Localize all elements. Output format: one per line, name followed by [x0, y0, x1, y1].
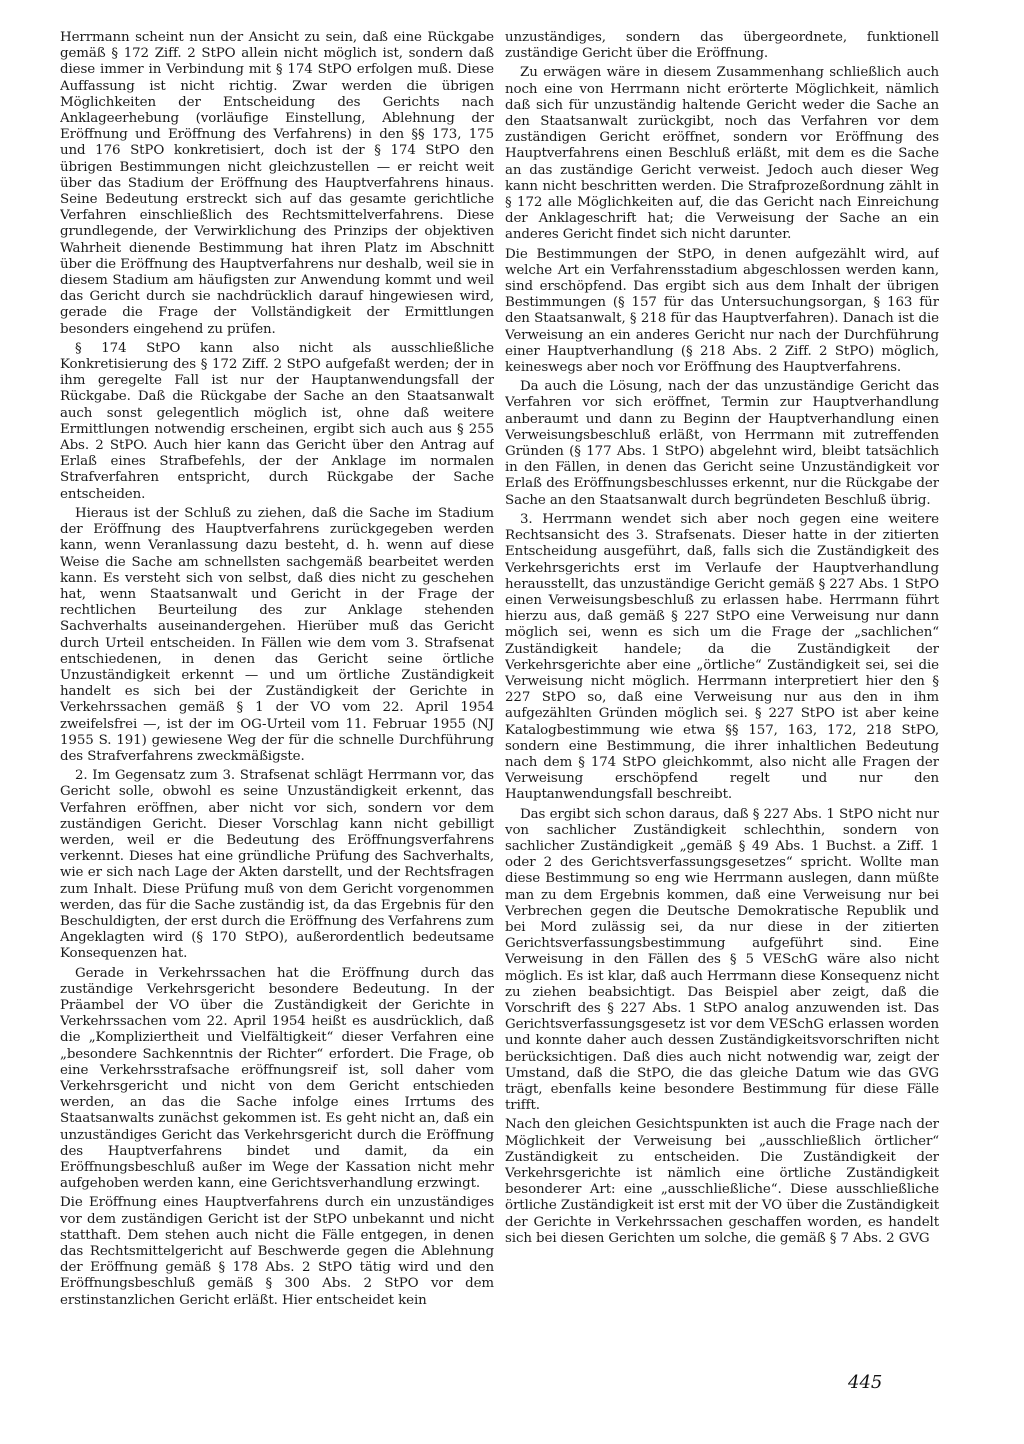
paragraph: Da auch die Lösung, nach der das unzuständige Gericht das Verfahren vor sich eröffnet, Termin zur Hauptverhandlung anberaumt und dann zu Beginn der Hauptverhandlung einen Verweisungsbeschluß erläßt, von Herrmann mit zutreffenden Gründen (§ 177 Abs. 1 StPO) abgelehnt wird, bleibt tatsächlich in den Fällen, in denen das Gericht seine Unzuständigkeit vor Erlaß des Eröffnungsbeschlusses erkennt, nur die Rückgabe der Sache an den Staatsanwalt durch begründeten Beschluß übrig. [505, 379, 939, 508]
page-number: 445 [848, 1372, 883, 1393]
left-column [60, 30, 494, 1360]
paragraph: 3. Herrmann wendet sich aber noch gegen eine weitere Rechtsansicht des 3. Strafsenats. Dieser hatte in der zitierten Entscheidung ausgeführt, daß, falls sich die Zuständigkeit des Verkehrsgerichts erst im Verlaufe der Hauptverhandlung herausstellt, das unzuständige Gericht gemäß § 227 Abs. 1 StPO einen Verweisungsbeschluß zu erlassen habe. Herrmann führt hierzu aus, daß gemäß § 227 StPO eine Verweisung nur dann möglich sei, wenn es sich um die Frage der „sachlichen“ Zuständigkeit handele; da die Zuständigkeit der Verkehrsgerichte aber eine „örtliche“ Zuständigkeit sei, sei die Verweisung nicht möglich. Herrmann interpretiert hier den § 227 StPO so, daß eine Verweisung nur aus den in ihm aufgezählten Gründen möglich sei. § 227 StPO ist aber keine Katalogbestimmung wie etwa §§ 157, 163, 172, 218 StPO, sondern eine Bestimmung, die ihrer inhaltlichen Bedeutung nach dem § 174 StPO gleichkommt, also nicht alle Fragen der Verweisung erschöpfend regelt und nur den Hauptanwendungsfall beschreibt. [505, 511, 939, 803]
paragraph: Gerade in Verkehrssachen hat die Eröffnung durch das zuständige Verkehrsgericht besondere Bedeutung. In der Präambel der VO über die Zuständigkeit der Gerichte in Verkehrssachen vom 22. April 1954 heißt es ausdrücklich, daß die „Kompliziertheit und Vielfältigkeit“ dieser Verfahren eine „besondere Sachkenntnis der Richter“ erfordert. Die Frage, ob eine Verkehrsstrafsache eröffnungsreif ist, soll daher vom Verkehrsgericht und nicht von dem Gericht entschieden werden, an das die Sache infolge eines Irrtums des Staatsanwalts zunächst gekommen ist. Es geht nicht an, daß ein unzuständiges Gericht das Verkehrsgericht durch die Eröffnung des Hauptverfahrens bindet und damit, da ein Eröffnungsbeschluß außer im Wege der Kassation nicht mehr aufgehoben werden kann, eine Gerichtsverhandlung erzwingt. [60, 965, 494, 1192]
paragraph: Die Bestimmungen der StPO, in denen aufgezählt wird, auf welche Art ein Verfahrensstadium abgeschlossen werden kann, sind erschöpfend. Das ergibt sich aus dem Inhalt der übrigen Bestimmungen (§ 157 für das Untersuchungsorgan, § 163 für den Staatsanwalt, § 218 für das Hauptverfahren). Danach ist die Verweisung an ein anderes Gericht nur nach der Durchführung einer Hauptverhandlung (§ 218 Abs. 2 Ziff. 2 StPO) möglich, keineswegs aber noch vor Eröffnung des Hauptverfahrens. [505, 246, 939, 376]
paragraph: Die Eröffnung eines Hauptverfahrens durch ein unzuständiges vor dem zuständigen Gericht ist der StPO unbekannt und nicht statthaft. Dem stehen auch nicht die Fälle entgegen, in denen das Rechtsmittelgericht auf Beschwerde gegen die Ablehnung der Eröffnung gemäß § 178 Abs. 2 StPO tätig wird und den Eröffnungsbeschluß gemäß § 300 Abs. 2 StPO vor dem erstinstanzlichen Gericht erläßt. Hier entscheidet kein [60, 1195, 494, 1308]
paragraph: § 174 StPO kann also nicht als ausschließliche Konkretisierung des § 172 Ziff. 2 StPO aufgefaßt werden; der in ihm geregelte Fall ist nur der Hauptanwendungsfall der Rückgabe. Daß die Rückgabe der Sache an den Staatsanwalt auch sonst gelegentlich möglich ist, ohne daß weitere Ermittlungen notwendig erscheinen, ergibt sich auch aus § 255 Abs. 2 StPO. Auch hier kann das Gericht über den Antrag auf Erlaß eines Strafbefehls, der der Anklage im normalen Strafverfahren entspricht, durch Rückgabe der Sache entscheiden. [60, 340, 494, 502]
paragraph: unzuständiges, sondern das übergeordnete, funktionell zuständige Gericht über die Eröffnung. [505, 30, 939, 62]
paragraph: 2. Im Gegensatz zum 3. Strafsenat schlägt Herrmann vor, das Gericht solle, obwohl es seine Unzuständigkeit erkennt, das Verfahren eröffnen, aber nicht vor sich, sondern vor dem zuständigen Gericht. Dieser Vorschlag kann nicht gebilligt werden, weil er die Bedeutung des Eröffnungsverfahrens verkennt. Dieses hat eine gründliche Prüfung des Sachverhalts, wie er sich nach Lage der Akten darstellt, und der Rechtsfragen zum Inhalt. Diese Prüfung muß von dem Gericht vorgenommen werden, das für die Sache zuständig ist, da das Ergebnis für den Beschuldigten, der erst durch die Eröffnung des Verfahrens zum Angeklagten wird (§ 170 StPO), außerordentlich bedeutsame Konsequenzen hat. [60, 768, 494, 962]
paragraph: Nach den gleichen Gesichtspunkten ist auch die Frage nach der Möglichkeit der Verweisung bei „ausschließlich örtlicher“ Zuständigkeit zu entscheiden. Die Zuständigkeit der Verkehrsgerichte ist nämlich eine örtliche Zuständigkeit besonderer Art: eine „ausschließliche“. Diese ausschließliche örtliche Zuständigkeit ist erst mit der VO über die Zuständigkeit der Gerichte in Verkehrssachen geschaffen worden, es handelt sich bei diesen Gerichten um solche, die gemäß § 7 Abs. 2 GVG [505, 1117, 939, 1246]
paragraph: Das ergibt sich schon daraus, daß § 227 Abs. 1 StPO nicht nur von sachlicher Zuständigkeit schlechthin, sondern von sachlicher Zuständigkeit „gemäß § 49 Abs. 1 Buchst. a Ziff. 1 oder 2 des Gerichtsverfassungsgesetzes“ spricht. Wollte man diese Bestimmung so eng wie Herrmann auslegen, dann müßte man zu dem Ergebnis kommen, daß eine Verweisung nur bei Verbrechen gegen die Deutsche Demokratische Republik und bei Mord zulässig sei, da nur diese in der zitierten Gerichtsverfassungsbestimmung aufgeführt sind. Eine Verweisung in den Fällen des § 5 VESchG wäre also nicht möglich. Es ist klar, daß auch Herrmann diese Konsequenz nicht zu ziehen beabsichtigt. Das Beispiel aber zeigt, daß die Vorschrift des § 227 Abs. 1 StPO analog anzuwenden ist. Das Gerichtsverfassungsgesetz ist vor dem VESchG erlassen worden und konnte daher auch dessen Zuständigkeitsvorschriften nicht berücksichtigen. Daß dies auch nicht notwendig war, zeigt der Umstand, daß die StPO, die das gleiche Datum wie das GVG trägt, ebenfalls keine besondere Bestimmung für diese Fälle trifft. [505, 806, 939, 1114]
paragraph: Zu erwägen wäre in diesem Zusammenhang schließlich auch noch eine von Herrmann nicht erörterte Möglichkeit, nämlich daß sich für unzuständig haltende Gericht weder die Sache an den Staatsanwalt zurückgibt, noch das Verfahren vor dem zuständigen Gericht eröffnet, sondern vor Eröffnung des Hauptverfahrens einen Beschluß erläßt, mit dem es die Sache an das zuständige Gericht verweist. Jedoch auch dieser Weg kann nicht beschritten werden. Die Strafprozeßordnung zählt in § 172 alle Möglichkeiten auf, die das Gericht nach Einreichung der Anklageschrift hat; die Verweisung der Sache an ein anderes Gericht findet sich nicht darunter. [505, 65, 939, 243]
paragraph: Herrmann scheint nun der Ansicht zu sein, daß eine Rückgabe gemäß § 172 Ziff. 2 StPO allein nicht möglich ist, sondern daß diese immer in Verbindung mit § 174 StPO erfolgen muß. Diese Auffassung ist nicht richtig. Zwar werden die übrigen Möglichkeiten der Entscheidung des Gerichts nach Anklageerhebung (vorläufige Einstellung, Ablehnung der Eröffnung und Eröffnung des Verfahrens) in den §§ 173, 175 und 176 StPO konkretisiert, doch ist der § 174 StPO den übrigen Bestimmungen nicht gleichzustellen — er reicht weit über das Stadium der Eröffnung des Hauptverfahrens hinaus. Seine Bedeutung erstreckt sich auf das gesamte gerichtliche Verfahren einschließlich des Rechtsmittelverfahrens. Diese grundlegende, der Verwirklichung des Prinzips der objektiven Wahrheit dienende Bestimmung hat ihren Platz im Abschnitt über die Eröffnung des Hauptverfahrens nur deshalb, weil sie in diesem Stadium am häufigsten zur Anwendung kommt und weil das Gericht durch sie nachdrücklich darauf hingewiesen wird, gerade die Frage der Vollständigkeit der Ermittlungen besonders eingehend zu prüfen. [60, 30, 494, 337]
paragraph: Hieraus ist der Schluß zu ziehen, daß die Sache im Stadium der Eröffnung des Hauptverfahrens zurückgegeben werden kann, wenn Veranlassung dazu besteht, d. h. wenn auf diese Weise die Sache am schnellsten sachgemäß bearbeitet werden kann. Es versteht sich von selbst, daß dies nicht zu geschehen hat, wenn Staatsanwalt und Gericht in der Frage der rechtlichen Beurteilung des zur Anklage stehenden Sachverhalts auseinandergehen. Hierüber muß das Gericht durch Urteil entscheiden. In Fällen wie dem vom 3. Strafsenat entschiedenen, in denen das Gericht seine örtliche Unzuständigkeit erkennt — und um örtliche Zuständigkeit handelt es sich bei der Zuständigkeit der Gerichte in Verkehrssachen gemäß § 1 der VO vom 22. April 1954 zweifelsfrei —, ist der im OG-Urteil vom 11. Februar 1955 (NJ 1955 S. 191) gewiesene Weg der für die schnelle Durchführung des Strafverfahrens zweckmäßigste. [60, 505, 494, 764]
right-column [505, 30, 939, 1360]
